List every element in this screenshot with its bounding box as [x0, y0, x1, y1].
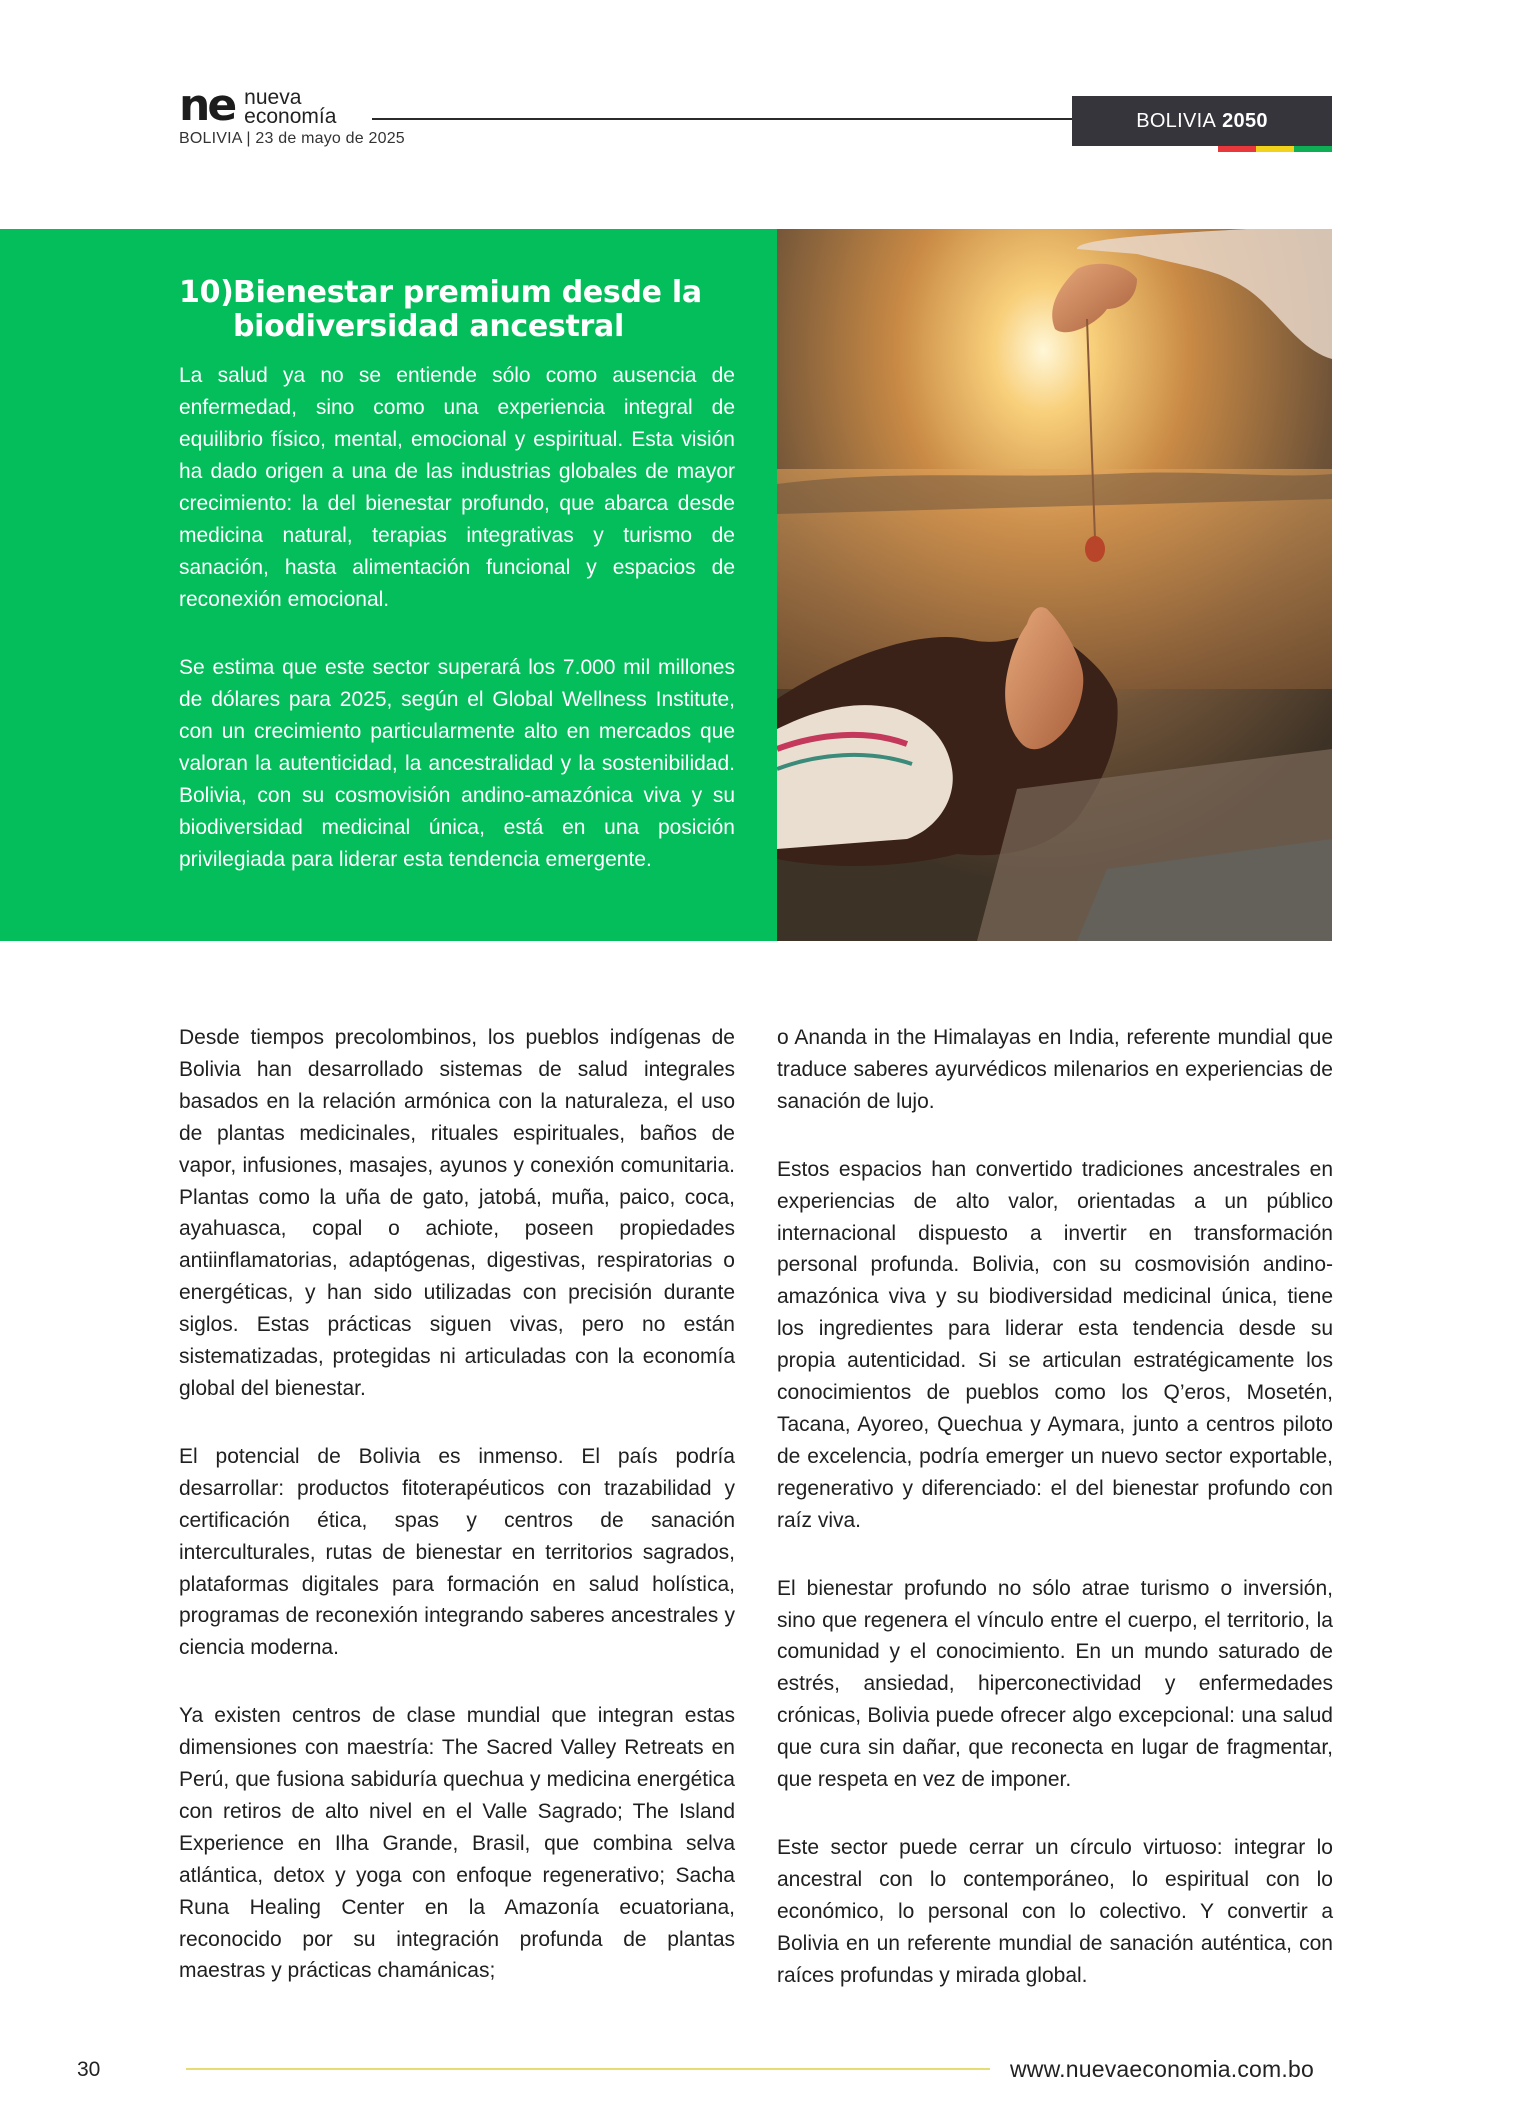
logo-line-1: nueva — [244, 86, 302, 109]
publication-logo — [179, 80, 337, 131]
flag-yellow — [1256, 146, 1294, 152]
wellness-photo-illustration — [777, 229, 1332, 941]
dateline: BOLIVIA | 23 de mayo de 2025 — [179, 130, 405, 147]
logo-wordmark — [244, 88, 336, 126]
body-paragraph: El bienestar profundo no sólo atrae turismo o inversión, sino que regenera el vínculo entre el cuerpo, el territorio, la comunidad y el conocimiento. En un mundo saturado de estrés, ansiedad, hiperconectividad y enfermedades crónicas, Bolivia puede ofrecer algo excepcional: una salud que cura sin dañar, que reconecta en lugar de fragmentar, que respeta en vez de imponer. — [777, 1576, 1333, 1792]
article-title — [179, 276, 739, 344]
section-tab — [1072, 96, 1332, 146]
hero-paragraph: La salud ya no se entiende sólo como ausencia de enfermedad, sino como una experiencia integral de equilibrio físico, mental, emocional y espiritual. Esta visión ha dado origen a una de las industrias globales de mayor crecimiento: la del bienestar profundo, que abarca desde medicina natural, terapias integrativas y turismo de sanación, hasta alimentación funcional y espacios de reconexión emocional. — [179, 364, 735, 611]
body-paragraph: Desde tiempos precolombinos, los pueblos indígenas de Bolivia han desarrollado sistemas de salud integrales basados en la relación armónica con la naturaleza, el uso de plantas medicinales, rituales espirituales, baños de vapor, infusiones, masajes, ayunos y conexión comunitaria. Plantas como la uña de gato, jatobá, muña, paico, coca, ayahuasca, copal o achiote, poseen propiedades antiinflamatorias, adaptógenas, digestivas, respiratorias o energéticas, y han sido utilizadas con precisión durante siglos. Estas prácticas siguen vivas, pero no están sistematizadas, protegidas ni articuladas con la economía global del bienestar. — [179, 1026, 735, 1400]
body-paragraph: o Ananda in the Himalayas en India, referente mundial que traduce saberes ayurvédicos milenarios en experiencias de sanación de lujo. — [777, 1026, 1333, 1113]
hero-paragraph: Se estima que este sector superará los 7.000 mil millones de dólares para 2025, según el Global Wellness Institute, con un crecimiento particularmente alto en mercados que valoran la autenticidad, la ancestralidad y la sostenibilidad. Bolivia, con su cosmovisión andino-amazónica viva y su biodiversidad medicinal única, está en una posición privilegiada para liderar esta tendencia emergente. — [179, 656, 735, 871]
flag-red — [1218, 146, 1256, 152]
section-label: BOLIVIA — [1136, 109, 1217, 132]
article-title-text: Bienestar premium desde la biodiversidad ancestral — [233, 275, 702, 344]
flag-green — [1294, 146, 1332, 152]
embroidered-blouse — [777, 705, 953, 849]
body-paragraph: El potencial de Bolivia es inmenso. El país podría desarrollar: productos fitoterapéuticos con trazabilidad y certificación ética, spas y centros de sanación interculturales, rutas de bienestar en territorios sagrados, plataformas digitales para formación en salud holística, programas de reconexión integrando saberes ancestrales y ciencia moderna. — [179, 1444, 735, 1660]
pendulum-stone — [1085, 536, 1105, 562]
logo-mark: ne — [179, 80, 235, 131]
body-column-right — [777, 1022, 1333, 2027]
header-rule — [372, 118, 1072, 120]
body-paragraph: Este sector puede cerrar un círculo virtuoso: integrar lo ancestral con lo contemporáneo, lo espiritual con lo económico, lo personal con lo colectivo. Y convertir a Bolivia en un referente mundial de sanación auténtica, con raíces profundas y mirada global. — [777, 1835, 1333, 1987]
footer-rule — [186, 2068, 990, 2070]
section-year: 2050 — [1222, 109, 1268, 132]
website-link[interactable]: www.nuevaeconomia.com.bo — [1010, 2056, 1314, 2082]
hero-text — [179, 360, 735, 912]
logo-line-2: economía — [244, 105, 337, 128]
bolivia-flag-stripe — [1218, 146, 1332, 152]
hero-photo — [777, 229, 1332, 941]
body-paragraph: Estos espacios han convertido tradiciones ancestrales en experiencias de alto valor, orientadas a un público internacional dispuesto a invertir en transformación personal profunda. Bolivia, con su cosmovisión andino-amazónica viva y su biodiversidad medicinal única, tiene los ingredientes para liderar esta tendencia desde su propia autenticidad. Si se articulan estratégicamente los conocimientos de pueblos como los Q’eros, Mosetén, Tacana, Ayoreo, Quechua y Aymara, junto a centros piloto de excelencia, podría emerger un nuevo sector exportable, regenerativo y diferenciado: el del bienestar profundo con raíz viva. — [777, 1157, 1333, 1532]
body-column-left — [179, 1022, 735, 2023]
body-paragraph: Ya existen centros de clase mundial que integran estas dimensiones con maestría: The Sacred Valley Retreats en Perú, que fusiona sabiduría quechua y medicina energética con retiros de alto nivel en el Valle Sagrado; The Island Experience en Ilha Grande, Brasil, que combina selva atlántica, detox y yoga con enfoque regenerativo; Sacha Runa Healing Center en la Amazonía ecuatoriana, reconocido por su integración profunda de plantas maestras y prácticas chamánicas; — [179, 1704, 735, 1983]
article-number: 10) — [179, 275, 234, 310]
page-number: 30 — [77, 2058, 101, 2081]
